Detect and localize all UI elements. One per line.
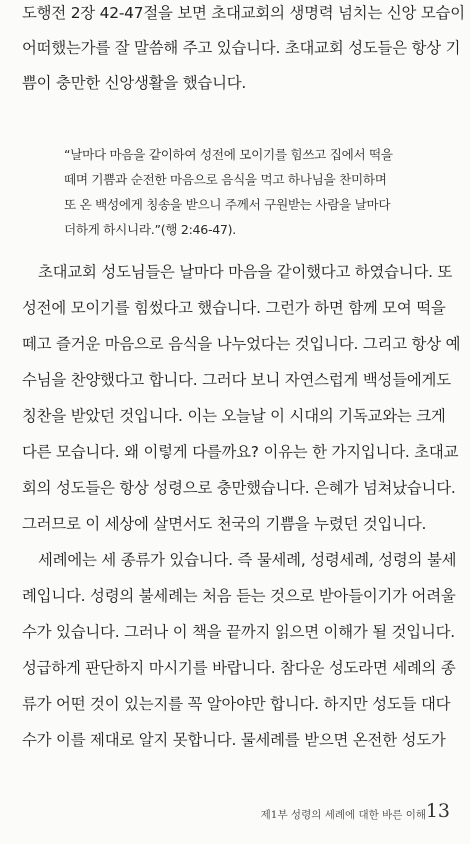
paragraph-3-line-3: 수가 있습니다. 그러나 이 책을 끝까지 읽으면 이해가 될 것입니다.	[22, 623, 455, 641]
paragraph-2-line-4: 수님을 찬양했다고 합니다. 그러다 보니 자연스럽게 백성들에게도	[22, 371, 451, 389]
quote-line-2: 떼며 기쁨과 순전한 마음으로 음식을 먹고 하나님을 찬미하며	[64, 172, 387, 187]
page-footer	[0, 800, 470, 826]
paragraph-1-line-2: 어떠했는가를 잘 말씀해 주고 있습니다. 초대교회 성도들은 항상 기	[22, 39, 461, 57]
paragraph-3-line-5: 류가 어떤 것이 있는지를 꼭 알아야만 합니다. 하지만 성도들 대다	[22, 695, 451, 713]
paragraph-3-line-6: 수가 이를 제대로 알지 못합니다. 물세례를 받으면 온전한 성도가	[22, 731, 446, 749]
quote-line-1: “날마다 마음을 같이하여 성전에 모이기를 힘쓰고 집에서 떡을	[64, 147, 393, 162]
paragraph-1-line-1: 도행전 2장 42-47절을 보면 초대교회의 생명력 넘치는 신앙 모습이	[22, 4, 465, 22]
paragraph-2-line-6: 다른 모습니다. 왜 이렇게 다를까요? 이유는 한 가지입니다. 초대교	[22, 443, 459, 461]
paragraph-2-line-5: 칭찬을 받았던 것입니다. 이는 오늘날 이 시대의 기독교와는 크게	[22, 407, 446, 425]
paragraph-3-line-1: 세례에는 세 종류가 있습니다. 즉 물세례, 성령세례, 성령의 불세	[38, 551, 457, 569]
paragraph-2-line-3: 떼고 즐거운 마음으로 음식을 나누었다는 것입니다. 그리고 항상 예	[22, 335, 461, 353]
running-title: 제1부 성령의 세례에 대한 바른 이해	[260, 809, 426, 821]
paragraph-2-line-2: 성전에 모이기를 힘썼다고 했습니다. 그런가 하면 함께 모여 떡을	[22, 299, 446, 317]
paragraph-2-line-1: 초대교회 성도님들은 날마다 마음을 같이했다고 하였습니다. 또	[38, 263, 453, 281]
paragraph-2-line-7: 회의 성도들은 항상 성령으로 충만했습니다. 은혜가 넘쳐났습니다.	[22, 479, 456, 497]
paragraph-2-line-8: 그러므로 이 세상에 살면서도 천국의 기쁨을 누렸던 것입니다.	[22, 515, 427, 533]
quote-line-3: 또 온 백성에게 칭송을 받으니 주께서 구원받는 사람을 날마다	[64, 197, 391, 212]
paragraph-1-line-3: 쁨이 충만한 신앙생활을 했습니다.	[22, 74, 247, 92]
page-number: 13	[425, 800, 450, 822]
paragraph-3-line-2: 례입니다. 성령의 불세례는 처음 듣는 것으로 받아들이기가 어려울	[22, 587, 456, 605]
paragraph-3-line-4: 성급하게 판단하지 마시기를 바랍니다. 참다운 성도라면 세례의 종	[22, 659, 456, 677]
quote-line-4: 더하게 하시니라.”(행 2:46-47).	[64, 222, 236, 237]
